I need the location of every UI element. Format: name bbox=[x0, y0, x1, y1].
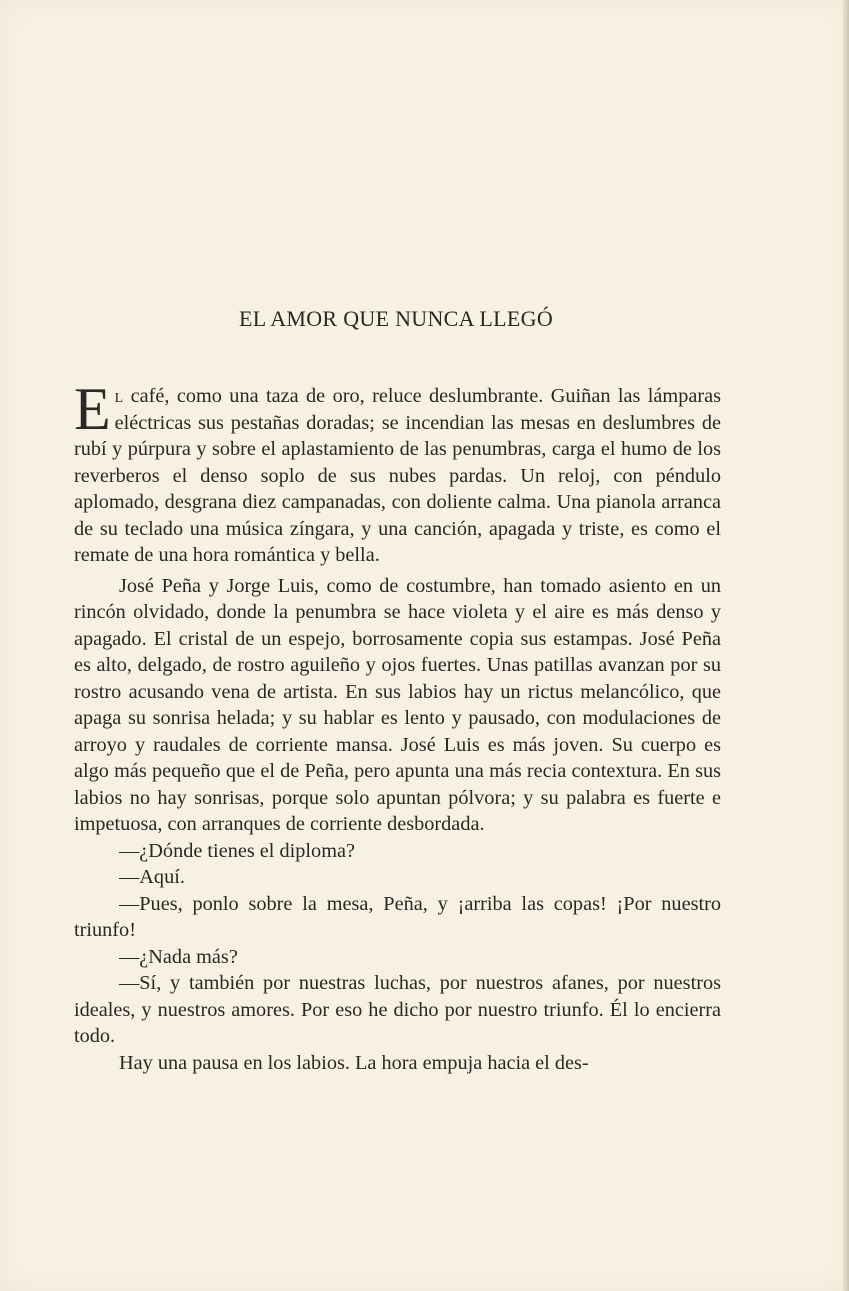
page-edge bbox=[843, 0, 849, 1291]
paragraph-last: Hay una pausa en los labios. La hora empuja hacia el des- bbox=[119, 1051, 589, 1074]
dialogue-line-3: —Pues, ponlo sobre la mesa, Peña, y ¡arriba las copas! ¡Por nuestro triunfo! bbox=[74, 892, 721, 941]
dialogue-line-2: —Aquí. bbox=[119, 866, 185, 888]
drop-cap: E bbox=[74, 376, 111, 442]
paragraph-2: José Peña y Jorge Luis, como de costumbre, han tomado asiento en un rincón olvidado, donde la penumbra se hace violeta y el aire es más denso y apagado. El cristal de un espejo, borrosamente copia sus estampas. José Peña es alto, delgado, de rostro aguileño y ojos fuertes. Unas patillas avanzan por su rostro acusando vena de artista. En sus labios hay un rictus melancólico, que apaga su sonrisa helada; y su hablar es lento y pausado, con modulaciones de arroyo y raudales de corriente mansa. José Luis es más joven. Su cuerpo es algo más pequeño que el de Peña, pero apunta una más recia contextura. En sus labios no hay sonrisas, porque solo apuntan pólvora; y su palabra es fuerte e impetuosa, con arranques de corriente desbordada. bbox=[74, 574, 721, 835]
chapter-title: EL AMOR QUE NUNCA LLEGÓ bbox=[238, 306, 554, 331]
paragraph-1 bbox=[74, 376, 721, 569]
dialogue-line-5: —Sí, y también por nuestras luchas, por nuestros afanes, por nuestros ideales, y nuestros amores. Por eso he dicho por nuestro triunfo. Él lo encierra todo. bbox=[74, 972, 721, 1047]
dialogue-line-1: —¿Dónde tienes el diploma? bbox=[119, 839, 355, 862]
chapter-body bbox=[74, 376, 721, 1076]
paragraph-1-text: café, como una taza de oro, reluce deslumbrante. Guiñan las lámparas eléctricas sus pestañas doradas; se incendian las mesas en deslumbres de rubí y púrpura y sobre el aplastamiento de las penumbras, carga el humo de los reverberos el denso soplo de sus nubes pardas. Un reloj, con péndulo aplomado, desgrana diez campanadas, con doliente calma. Una pianola arranca de su teclado una música zíngara, y una canción, apagada y triste, es como el remate de una hora romántica y bella. bbox=[74, 385, 721, 566]
dialogue-line-4: —¿Nada más? bbox=[119, 945, 238, 968]
first-word-rest: l bbox=[114, 385, 124, 407]
